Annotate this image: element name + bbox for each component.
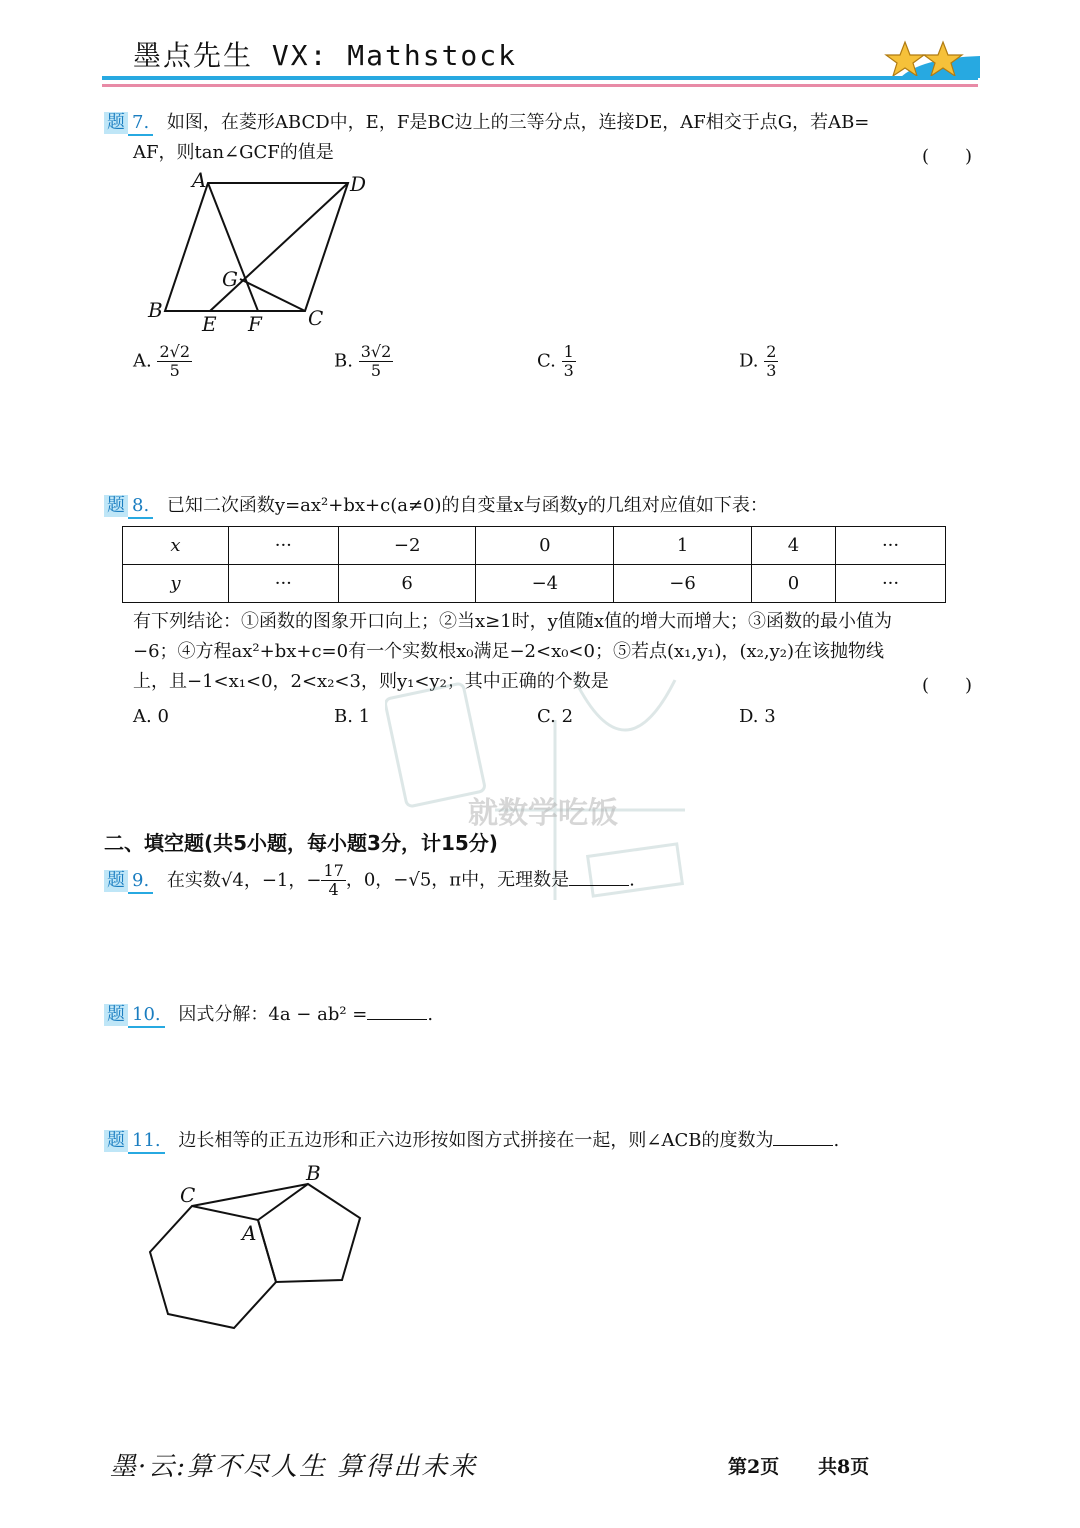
q10-tag: 题 <box>104 1004 128 1026</box>
label-a: A <box>192 168 207 192</box>
q7-option-d[interactable] <box>739 343 778 380</box>
table-cell: 1 <box>614 527 752 565</box>
table-cell: −6 <box>614 565 752 603</box>
q8-option-d[interactable]: D. 3 <box>739 706 776 727</box>
footer-total-pages: 共8页 <box>818 1456 870 1478</box>
table-cell: 0 <box>476 527 614 565</box>
q8-conclusion-line3: 上，且−1<x₁<0，2<x₂<3，则y₁<y₂；其中正确的个数是 <box>133 671 609 692</box>
q8-option-a[interactable]: A. 0 <box>133 706 169 727</box>
q7-number: 7. <box>128 112 153 136</box>
header-rule-pink <box>102 84 978 87</box>
q9-answer-blank[interactable] <box>569 869 629 886</box>
q11-answer-blank[interactable] <box>773 1129 833 1146</box>
label-g: G <box>222 267 238 291</box>
label-f: F <box>248 312 262 336</box>
q10-number: 10. <box>128 1004 165 1028</box>
fraction-num: 2√2 <box>159 342 191 361</box>
q8-conclusion-line2: −6；④方程ax²+bx+c=0有一个实数根x₀满足−2<x₀<0；⑤若点(x₁,y₁)，(x₂,y₂)在该抛物线 <box>133 641 885 662</box>
fraction-den: 3 <box>766 361 777 380</box>
q7-option-a[interactable] <box>133 343 192 380</box>
q7-option-c[interactable] <box>537 343 576 380</box>
section-title: 二、填空题(共5小题，每小题3分，计15分) <box>104 831 498 855</box>
table-cell: x <box>123 527 229 565</box>
table-cell: −2 <box>338 527 476 565</box>
q8-answer-paren: ( ) <box>922 675 973 696</box>
hexagon <box>150 1206 276 1328</box>
table-cell: 0 <box>751 565 835 603</box>
option-fraction <box>562 343 576 380</box>
q11-end: . <box>833 1130 840 1151</box>
label-d: D <box>350 172 367 196</box>
q7-answer-paren: ( ) <box>922 146 973 167</box>
q8-line-stem <box>104 491 768 521</box>
fraction-num: 17 <box>323 861 344 880</box>
label-c: C <box>308 306 324 330</box>
table-row <box>123 565 946 603</box>
q8-number: 8. <box>128 495 153 519</box>
q10-stem: 因式分解：4a − ab² = <box>178 1004 368 1025</box>
option-letter: C. <box>537 350 556 372</box>
label-b: B <box>148 298 163 322</box>
q10-line <box>104 1000 433 1030</box>
watermark-text: 就数学吃饭 <box>468 796 618 831</box>
q10-end: . <box>427 1004 434 1025</box>
table-cell: ··· <box>228 565 338 603</box>
pentagon <box>258 1184 360 1282</box>
fraction-den: 5 <box>169 361 180 380</box>
label-a: A <box>242 1221 257 1245</box>
q11-line <box>104 1126 839 1156</box>
label-b: B <box>306 1161 321 1185</box>
fraction-den: 5 <box>370 361 382 380</box>
q10-answer-blank[interactable] <box>367 1003 427 1020</box>
q8-tag: 题 <box>104 495 128 517</box>
q7-rhombus-figure <box>140 165 380 340</box>
q7-stem-line2: AF，则tan∠GCF的值是 <box>133 142 334 163</box>
option-letter: D. <box>739 350 759 372</box>
table-cell: 4 <box>751 527 835 565</box>
fraction-num: 3√2 <box>360 342 392 361</box>
fraction-den: 4 <box>328 880 339 899</box>
q7-tag: 题 <box>104 112 128 134</box>
label-c: C <box>180 1183 196 1207</box>
label-e: E <box>202 312 217 336</box>
q7-line1 <box>104 108 869 138</box>
fraction-num: 1 <box>563 342 574 361</box>
rhombus-abcd <box>165 183 348 311</box>
q9-stem-pre: 在实数√4，−1，− <box>166 869 322 891</box>
q7-option-b[interactable] <box>334 343 393 380</box>
option-letter: A. <box>133 350 152 372</box>
q11-polygon-figure <box>140 1158 380 1338</box>
fraction-den: 3 <box>563 361 574 380</box>
header-rule-blue <box>102 76 978 80</box>
table-cell: −4 <box>476 565 614 603</box>
option-fraction <box>157 343 192 380</box>
q8-value-table <box>122 526 946 603</box>
q8-conclusion-line1: 有下列结论：①函数的图象开口向上；②当x≥1时，y值随x值的增大而增大；③函数的最小值为 <box>133 611 893 632</box>
q7-stem-line1: 如图，在菱形ABCD中，E，F是BC边上的三等分点，连接DE，AF相交于点G，若AB= <box>166 112 870 133</box>
table-row <box>123 527 946 565</box>
q8-stem: 已知二次函数y=ax²+bx+c(a≠0)的自变量x与函数y的几组对应值如下表： <box>166 495 768 516</box>
segment-cb <box>192 1184 308 1206</box>
q9-fraction <box>321 862 345 899</box>
table-cell: 6 <box>338 565 476 603</box>
segment-af <box>208 183 258 311</box>
q9-tag: 题 <box>104 870 128 892</box>
segment-gc <box>240 279 305 311</box>
option-letter: B. <box>334 350 353 372</box>
table-cell: ··· <box>228 527 338 565</box>
q11-number: 11. <box>128 1130 165 1154</box>
footer-page-number: 第2页 <box>728 1456 780 1478</box>
table-cell: ··· <box>836 527 946 565</box>
q8-option-c[interactable]: C. 2 <box>537 706 574 727</box>
q9-end: . <box>629 869 635 891</box>
q11-tag: 题 <box>104 1130 128 1152</box>
q11-stem: 边长相等的正五边形和正六边形按如图方式拼接在一起，则∠ACB的度数为 <box>178 1130 774 1151</box>
q9-number: 9. <box>128 870 153 894</box>
fraction-num: 2 <box>766 342 777 361</box>
table-cell: ··· <box>836 565 946 603</box>
footer-motto: 墨·云:算不尽人生 算得出未来 <box>110 1452 478 1482</box>
option-fraction <box>764 343 778 380</box>
q9-stem-post: ，0，−√5，π中，无理数是 <box>345 869 570 891</box>
table-cell: y <box>123 565 229 603</box>
watermark-protractor <box>575 680 675 730</box>
q8-option-b[interactable]: B. 1 <box>334 706 371 727</box>
option-fraction <box>359 343 394 380</box>
header-title: 墨点先生 VX: Mathstock <box>133 39 518 72</box>
q9-line <box>104 862 635 899</box>
